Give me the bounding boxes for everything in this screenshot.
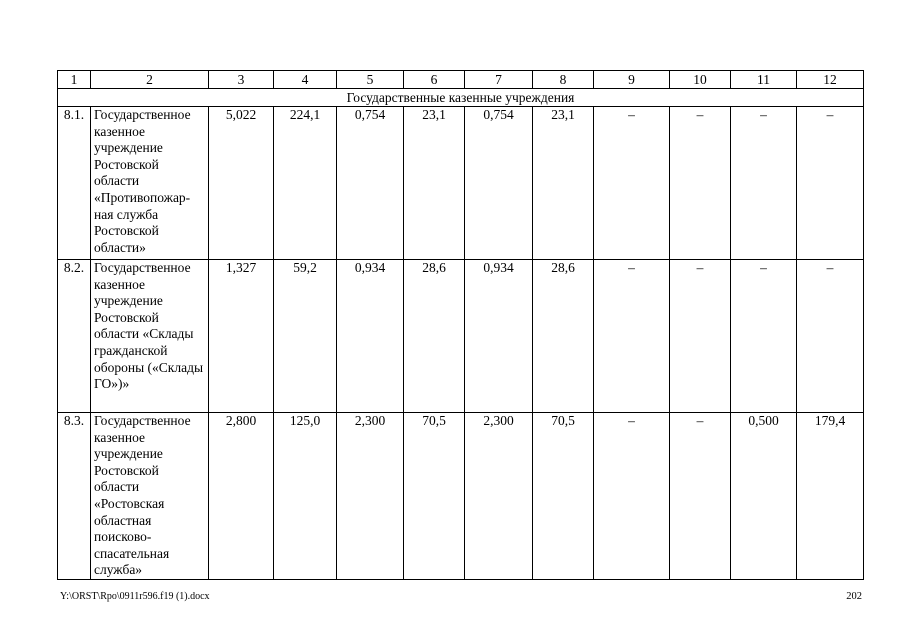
value-cell: 1,327 (209, 260, 274, 413)
header-cell: 8 (533, 71, 594, 89)
table-row (58, 260, 864, 413)
value-cell: 179,4 (797, 413, 864, 580)
value-cell: – (670, 107, 731, 260)
header-cell: 5 (337, 71, 404, 89)
value-cell: 5,022 (209, 107, 274, 260)
value-cell: 125,0 (274, 413, 337, 580)
row-number: 8.1. (58, 107, 91, 260)
header-cell: 4 (274, 71, 337, 89)
value-cell: – (594, 260, 670, 413)
table-row (58, 107, 864, 260)
value-cell: – (670, 413, 731, 580)
row-number: 8.2. (58, 260, 91, 413)
value-cell: 23,1 (533, 107, 594, 260)
value-cell: 28,6 (404, 260, 465, 413)
value-cell: – (670, 260, 731, 413)
row-number: 8.3. (58, 413, 91, 580)
footer-file-path: Y:\ORST\Rpo\0911r596.f19 (1).docx (60, 591, 210, 602)
institution-name: Государственное казенное учреждение Ростовской области «Противопожар-ная служба Ростовской области» (91, 107, 209, 260)
value-cell: – (731, 260, 797, 413)
value-cell: 70,5 (404, 413, 465, 580)
value-cell: – (797, 107, 864, 260)
value-cell: 0,754 (465, 107, 533, 260)
header-cell: 12 (797, 71, 864, 89)
header-cell: 11 (731, 71, 797, 89)
value-cell: 0,934 (465, 260, 533, 413)
footer-page-number: 202 (846, 591, 862, 602)
value-cell: 2,800 (209, 413, 274, 580)
value-cell: 59,2 (274, 260, 337, 413)
value-cell: 2,300 (465, 413, 533, 580)
institution-name: Государственное казенное учреждение Ростовской области «Склады гражданской обороны («Склады ГО»)» (91, 260, 209, 413)
value-cell: – (594, 413, 670, 580)
value-cell: 0,934 (337, 260, 404, 413)
header-cell: 9 (594, 71, 670, 89)
value-cell: 0,754 (337, 107, 404, 260)
header-cell: 2 (91, 71, 209, 89)
value-cell: 224,1 (274, 107, 337, 260)
institution-name: Государственное казенное учреждение Ростовской области «Ростовская областная поисково-спасательная служба» (91, 413, 209, 580)
section-title: Государственные казенные учреждения (58, 89, 864, 107)
value-cell: 2,300 (337, 413, 404, 580)
header-cell: 3 (209, 71, 274, 89)
value-cell: 70,5 (533, 413, 594, 580)
value-cell: – (594, 107, 670, 260)
value-cell: – (797, 260, 864, 413)
value-cell: 23,1 (404, 107, 465, 260)
table-row (58, 413, 864, 580)
value-cell: 0,500 (731, 413, 797, 580)
value-cell: 28,6 (533, 260, 594, 413)
section-row (58, 89, 864, 107)
header-cell: 6 (404, 71, 465, 89)
header-row (58, 71, 864, 89)
header-cell: 1 (58, 71, 91, 89)
value-cell: – (731, 107, 797, 260)
header-cell: 7 (465, 71, 533, 89)
header-cell: 10 (670, 71, 731, 89)
data-table (57, 70, 864, 580)
